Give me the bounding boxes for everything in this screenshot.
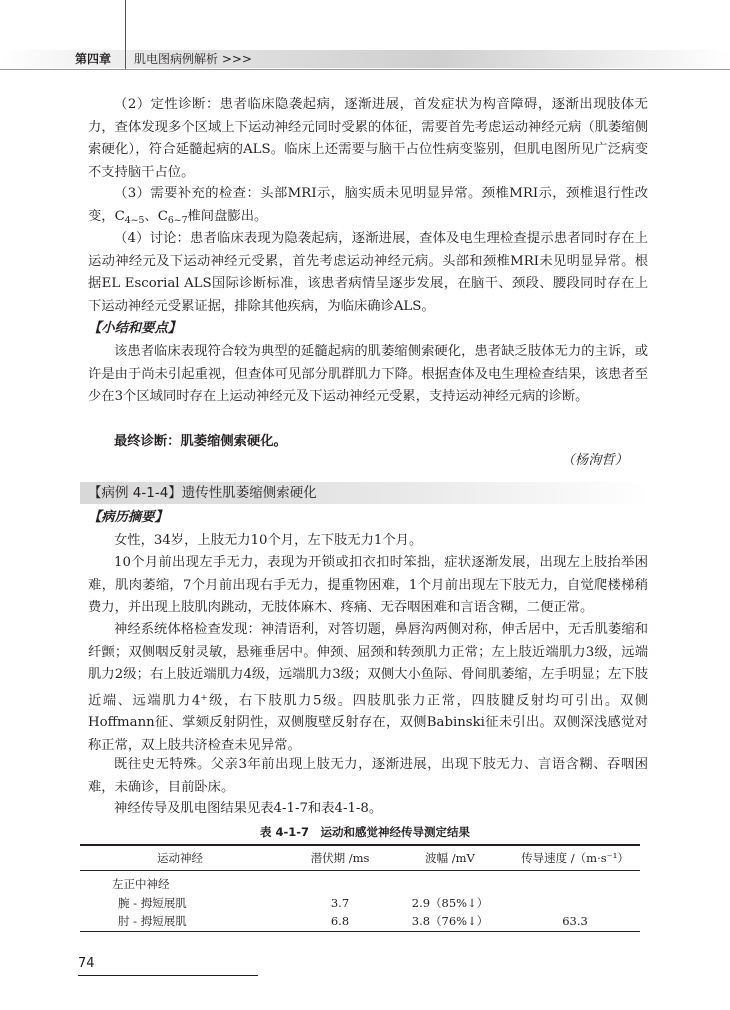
paragraph-qualitative-diagnosis: （2）定性诊断：患者临床隐袭起病，逐渐进展，首发症状为构音障碍，逐渐出现肢体无力，查体发现多个区域上下运动神经元同时受累的体征，需要首先考虑运动神经元病（肌萎缩侧索硬化），符合延髓起病的ALS。临床上还需要与脑干占位性病变鉴别，但肌电图所见广泛病变不支持脑干占位。 bbox=[88, 97, 648, 180]
header-divider bbox=[125, 0, 126, 70]
table-row-velocity: 63.3 bbox=[562, 914, 588, 928]
paragraph-physical-exam: 神经系统体格检查发现：神清语利，对答切题，鼻唇沟两侧对称，伸舌居中，无舌肌萎缩和纤颤；双侧咽反射灵敏，悬雍垂居中。伸颈、屈颈和转颈肌力正常；左上肢近端肌力3级，远端肌力2级；右上肢近端肌力4级，远端肌力3级；双侧大小鱼际、骨间肌萎缩，左手明显；左下肢近端、远端肌力4+级，右下肢肌力5级。四肢肌张力正常，四肢腱反射均可引出。双侧Hoffmann征、掌颏反射阴性，双侧腹壁反射存在，双侧Babinski征未引出。双侧深浅感觉对称正常，双上肢共济检查未见异常。 bbox=[88, 622, 648, 753]
summary-heading: 【小结和要点】 bbox=[88, 321, 182, 336]
abstract-heading: 【病历摘要】 bbox=[88, 510, 168, 525]
table-row-site: 腕 - 拇短展肌 bbox=[118, 896, 187, 910]
table-row-amplitude: 3.8（76%↓） bbox=[411, 914, 489, 928]
table-top-rule bbox=[80, 844, 640, 846]
paragraph-discussion: （4）讨论：患者临床表现为隐袭起病，逐渐进展，查体及电生理检查提示患者同时存在上运动神经元及下运动神经元受累，首先考虑运动神经元病。头部和颈椎MRI未见明显异常。根据EL Escorial ALS国际诊断标准，该患者病情呈逐步发展，在脑干、颈段、腰段同时存在上下运动神经元受累证据，排除其他疾病，为临床确诊ALS。 bbox=[88, 231, 648, 314]
table-header-velocity: 传导速度 /（m·s⁻¹） bbox=[521, 851, 629, 865]
paragraph-summary: 该患者临床表现符合较为典型的延髓起病的肌萎缩侧索硬化，患者缺乏肢体无力的主诉，或许是由于尚未引起重视，但查体可见部分肌群肌力下降。根据查体及电生理检查结果，该患者至少在3个区域同时存在上运动神经元及下运动神经元受累，支持运动神经元病的诊断。 bbox=[88, 344, 648, 404]
final-diagnosis: 最终诊断：肌萎缩侧索硬化。 bbox=[114, 434, 287, 449]
paragraph-chief-complaint: 女性，34岁，上肢无力10个月，左下肢无力1个月。 bbox=[114, 533, 423, 548]
author-signature: （杨洵哲） bbox=[561, 453, 628, 468]
table-header-amplitude: 波幅 /mV bbox=[425, 851, 475, 865]
table-bottom-rule bbox=[80, 931, 640, 932]
table-row-latency: 6.8 bbox=[330, 914, 350, 928]
case-title: 【病例 4-1-4】遗传性肌萎缩侧索硬化 bbox=[88, 485, 317, 501]
chapter-title: 肌电图病例解析 >>> bbox=[134, 52, 252, 66]
paragraph-supplementary-tests: （3）需要补充的检查：头部MRI示，脑实质未见明显异常。颈椎MRI示，颈椎退行性改变，$C_{4\sim 5}$、$C_{6\sim 7}$椎间盘膨出。 bbox=[88, 186, 648, 226]
table-header-latency: 潜伏期 /ms bbox=[310, 851, 370, 865]
table-header-nerve: 运动神经 bbox=[157, 851, 203, 865]
table-group-label: 左正中神经 bbox=[112, 877, 170, 891]
chapter-label: 第四章 bbox=[75, 52, 112, 66]
paragraph-history: 10个月前出现左手无力，表现为开锁或扣衣扣时笨拙，症状逐渐发展，出现左上肢抬举困难，肌肉萎缩，7个月前出现右手无力，提重物困难，1个月前出现左下肢无力，自觉爬楼梯稍费力，并出现上肢肌肉跳动，无肢体麻木、疼痛、无吞咽困难和言语含糊，二便正常。 bbox=[88, 555, 648, 615]
table-row-latency: 3.7 bbox=[330, 896, 350, 910]
paragraph-table-reference: 神经传导及肌电图结果见表4-1-7和表4-1-8。 bbox=[114, 801, 383, 816]
page-number: 74 bbox=[78, 956, 95, 971]
paragraph-family-history: 既往史无特殊。父亲3年前出现上肢无力，逐渐进展，出现下肢无力、言语含糊、吞咽困难，未确诊，目前卧床。 bbox=[88, 757, 648, 795]
table-caption: 表 4-1-7 运动和感觉神经传导测定结果 bbox=[259, 825, 471, 839]
table-header-rule bbox=[80, 870, 640, 871]
page-number-rule bbox=[78, 975, 258, 976]
header-rule bbox=[0, 69, 730, 70]
table-row-amplitude: 2.9（85%↓） bbox=[411, 896, 489, 910]
table-row-site: 肘 - 拇短展肌 bbox=[118, 914, 187, 928]
